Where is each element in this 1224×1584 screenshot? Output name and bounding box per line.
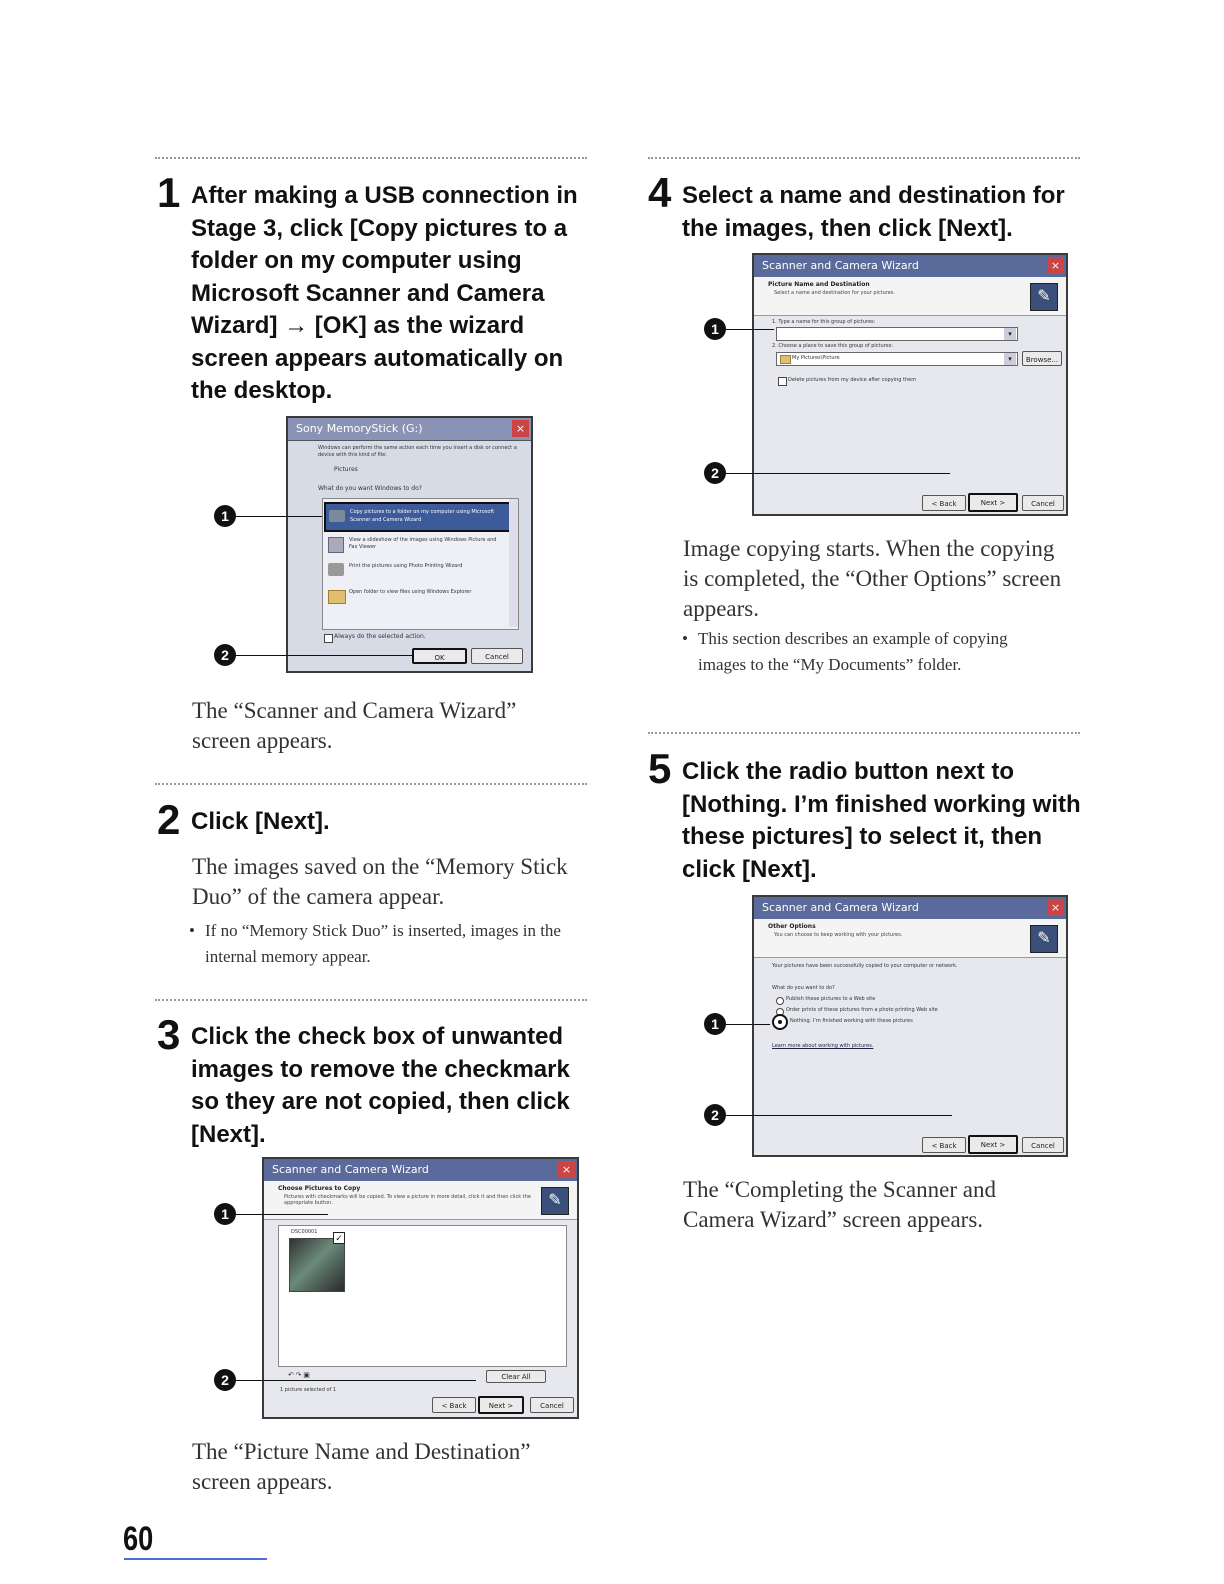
bullet: • <box>189 921 195 940</box>
callout-leader <box>726 1024 770 1025</box>
close-icon[interactable]: × <box>558 1161 575 1178</box>
photo-checkbox[interactable]: ✓ <box>333 1232 345 1244</box>
question-label: What do you want to do? <box>772 985 835 991</box>
callout-2: 2 <box>214 644 236 666</box>
option-print[interactable] <box>325 561 510 581</box>
learn-more-link[interactable]: Learn more about working with pictures. <box>772 1043 874 1049</box>
dialog-titlebar <box>754 897 1066 920</box>
dialog-titlebar <box>288 418 531 441</box>
section-divider <box>155 157 587 159</box>
destination-dropdown-icon[interactable]: ▾ <box>1004 353 1016 365</box>
option-label: Print the pictures using Photo Printing Wizard <box>349 563 463 569</box>
close-icon[interactable]: × <box>512 420 529 437</box>
option-order-label: Order prints of these pictures from a photo printing Web site <box>786 1007 938 1013</box>
header-subtitle: Pictures with checkmarks will be copied. To view a picture in more detail, click it and then click the appropriate button. <box>284 1194 531 1206</box>
step-heading: Click [Next]. <box>191 808 330 835</box>
step-note <box>682 626 1058 678</box>
callout-1: 1 <box>704 318 726 340</box>
step-result: The “Scanner and Camera Wizard” screen appears. <box>192 698 517 753</box>
callout-leader <box>236 516 322 517</box>
cancel-button[interactable]: Cancel <box>530 1397 574 1413</box>
screenshot-picture-name <box>752 253 1068 516</box>
delete-label: Delete pictures from my device after copying them <box>788 377 917 383</box>
callout-leader <box>236 1380 476 1381</box>
header-title: Other Options <box>768 923 816 930</box>
step-heading: Click the radio button next to [Nothing. I’m finished working with these pictures] to select it, then click [Next]. <box>682 758 1081 883</box>
callout-2: 2 <box>704 462 726 484</box>
dialog-title: Sony MemoryStick (G:) <box>296 422 423 435</box>
section-divider <box>155 999 587 1001</box>
destination-value: My Pictures\Picture <box>792 355 840 361</box>
page-number: 60 <box>123 1520 154 1558</box>
step-number: 4 <box>648 169 672 216</box>
rotate-icons[interactable]: ↶ ↷ ▣ <box>288 1371 310 1379</box>
callout-2: 2 <box>704 1104 726 1126</box>
printer-icon <box>328 563 344 576</box>
footer-rule <box>124 1558 267 1560</box>
destination-label: 2. Choose a place to save this group of pictures: <box>772 343 893 349</box>
cancel-button[interactable]: Cancel <box>471 648 523 664</box>
screenshot-other-options <box>752 895 1068 1157</box>
step-heading: After making a USB connection in Stage 3, click [Copy pictures to a folder on my computer using Microsoft Scanner and Camera Wizard] → [OK] as the wizard screen appears automatically on the desktop. <box>191 182 578 404</box>
delete-checkbox[interactable] <box>778 377 787 386</box>
next-button[interactable]: Next > <box>968 493 1018 512</box>
next-button[interactable]: Next > <box>478 1396 524 1414</box>
option-slideshow[interactable] <box>325 535 510 555</box>
wizard-icon: ✎ <box>1030 283 1058 311</box>
step-number: 2 <box>157 796 181 843</box>
dialog-intro: Windows can perform the same action each time you insert a disk or connect a device with this kind of file: <box>318 445 517 458</box>
scanner-icon <box>329 510 345 522</box>
cancel-button[interactable]: Cancel <box>1022 1137 1064 1153</box>
option-publish-label: Publish these pictures to a Web site <box>786 996 876 1002</box>
always-label: Always do the selected action. <box>334 633 426 640</box>
callout-1: 1 <box>704 1013 726 1035</box>
thumbnail-area <box>278 1225 567 1367</box>
next-button[interactable]: Next > <box>968 1135 1018 1154</box>
back-button[interactable]: < Back <box>922 1137 966 1153</box>
header-subtitle: Select a name and destination for your pictures. <box>774 290 895 296</box>
back-button[interactable]: < Back <box>922 495 966 511</box>
wizard-header <box>754 919 1066 958</box>
ok-button[interactable]: OK <box>412 648 467 664</box>
step-result: The images saved on the “Memory Stick Duo” of the camera appear. <box>192 854 568 909</box>
callout-1: 1 <box>214 1203 236 1225</box>
step-heading: Select a name and destination for the images, then click [Next]. <box>682 182 1065 242</box>
success-message: Your pictures have been successfully copied to your computer or network. <box>772 963 958 969</box>
callout-leader <box>726 473 950 474</box>
option-nothing-label: Nothing. I’m finished working with these pictures <box>790 1018 913 1024</box>
dialog-title: Scanner and Camera Wizard <box>762 259 919 272</box>
always-checkbox[interactable] <box>324 634 333 643</box>
section-divider <box>155 783 587 785</box>
group-name-field[interactable] <box>776 327 1018 341</box>
section-divider <box>648 732 1080 734</box>
step-result: The “Picture Name and Destination” screen appears. <box>192 1439 531 1494</box>
option-copy-pictures[interactable] <box>324 502 515 532</box>
callout-leader <box>236 1214 328 1215</box>
browse-button[interactable]: Browse... <box>1022 351 1062 366</box>
back-button[interactable]: < Back <box>432 1397 476 1413</box>
option-label: View a slideshow of the images using Windows Picture and Fax Viewer <box>349 537 497 550</box>
radio-nothing-dot <box>778 1020 782 1024</box>
note-text: This section describes an example of copying images to the “My Documents” folder. <box>698 629 1008 674</box>
callout-2: 2 <box>214 1369 236 1391</box>
option-label: Open folder to view files using Windows Explorer <box>349 589 472 595</box>
dialog-title: Scanner and Camera Wizard <box>272 1163 429 1176</box>
thumbnail-label: DSC00001 <box>291 1229 318 1235</box>
step-result: The “Completing the Scanner and Camera Wizard” screen appears. <box>683 1177 996 1232</box>
group-name-dropdown-icon[interactable]: ▾ <box>1004 328 1016 340</box>
clear-all-button[interactable]: Clear All <box>486 1370 546 1383</box>
callout-leader <box>236 655 412 656</box>
dialog-titlebar <box>754 255 1066 278</box>
bullet: • <box>682 629 688 648</box>
scrollbar[interactable] <box>509 499 518 627</box>
step-number: 3 <box>157 1011 181 1058</box>
callout-leader <box>726 1115 952 1116</box>
header-subtitle: You can choose to keep working with your pictures. <box>774 932 903 938</box>
slideshow-icon <box>328 537 344 553</box>
dialog-titlebar <box>264 1159 577 1182</box>
question-label: What do you want Windows to do? <box>318 485 422 492</box>
wizard-icon: ✎ <box>541 1187 569 1215</box>
header-title: Choose Pictures to Copy <box>278 1185 361 1192</box>
cancel-button[interactable]: Cancel <box>1022 495 1064 511</box>
step-result: Image copying starts. When the copying is completed, the “Other Options” screen appears. <box>683 536 1062 621</box>
name-label: 1. Type a name for this group of pictures: <box>772 319 876 325</box>
step-number: 1 <box>157 169 181 216</box>
callout-1: 1 <box>214 505 236 527</box>
step-number: 5 <box>648 745 672 792</box>
radio-publish[interactable] <box>776 997 784 1005</box>
step-note <box>189 918 565 970</box>
step-heading: Click the check box of unwanted images to remove the checkmark so they are not copied, then click [Next]. <box>191 1023 570 1148</box>
section-divider <box>648 157 1080 159</box>
close-icon[interactable]: × <box>1047 257 1064 274</box>
options-list <box>322 498 519 630</box>
folder-icon <box>780 355 791 364</box>
photo-thumbnail[interactable] <box>289 1238 345 1292</box>
file-type-label: Pictures <box>334 466 358 473</box>
option-label: Copy pictures to a folder on my computer using Microsoft Scanner and Camera Wizard <box>350 509 495 523</box>
option-open-folder[interactable] <box>325 587 510 607</box>
callout-leader <box>726 329 774 330</box>
wizard-icon: ✎ <box>1030 925 1058 953</box>
header-title: Picture Name and Destination <box>768 281 870 288</box>
dialog-title: Scanner and Camera Wizard <box>762 901 919 914</box>
selection-status: 1 picture selected of 1 <box>280 1387 337 1393</box>
screenshot-autoplay-dialog <box>286 416 533 673</box>
close-icon[interactable]: × <box>1047 899 1064 916</box>
note-text: If no “Memory Stick Duo” is inserted, images in the internal memory appear. <box>205 921 561 966</box>
folder-icon <box>328 590 346 604</box>
wizard-header <box>754 277 1066 316</box>
